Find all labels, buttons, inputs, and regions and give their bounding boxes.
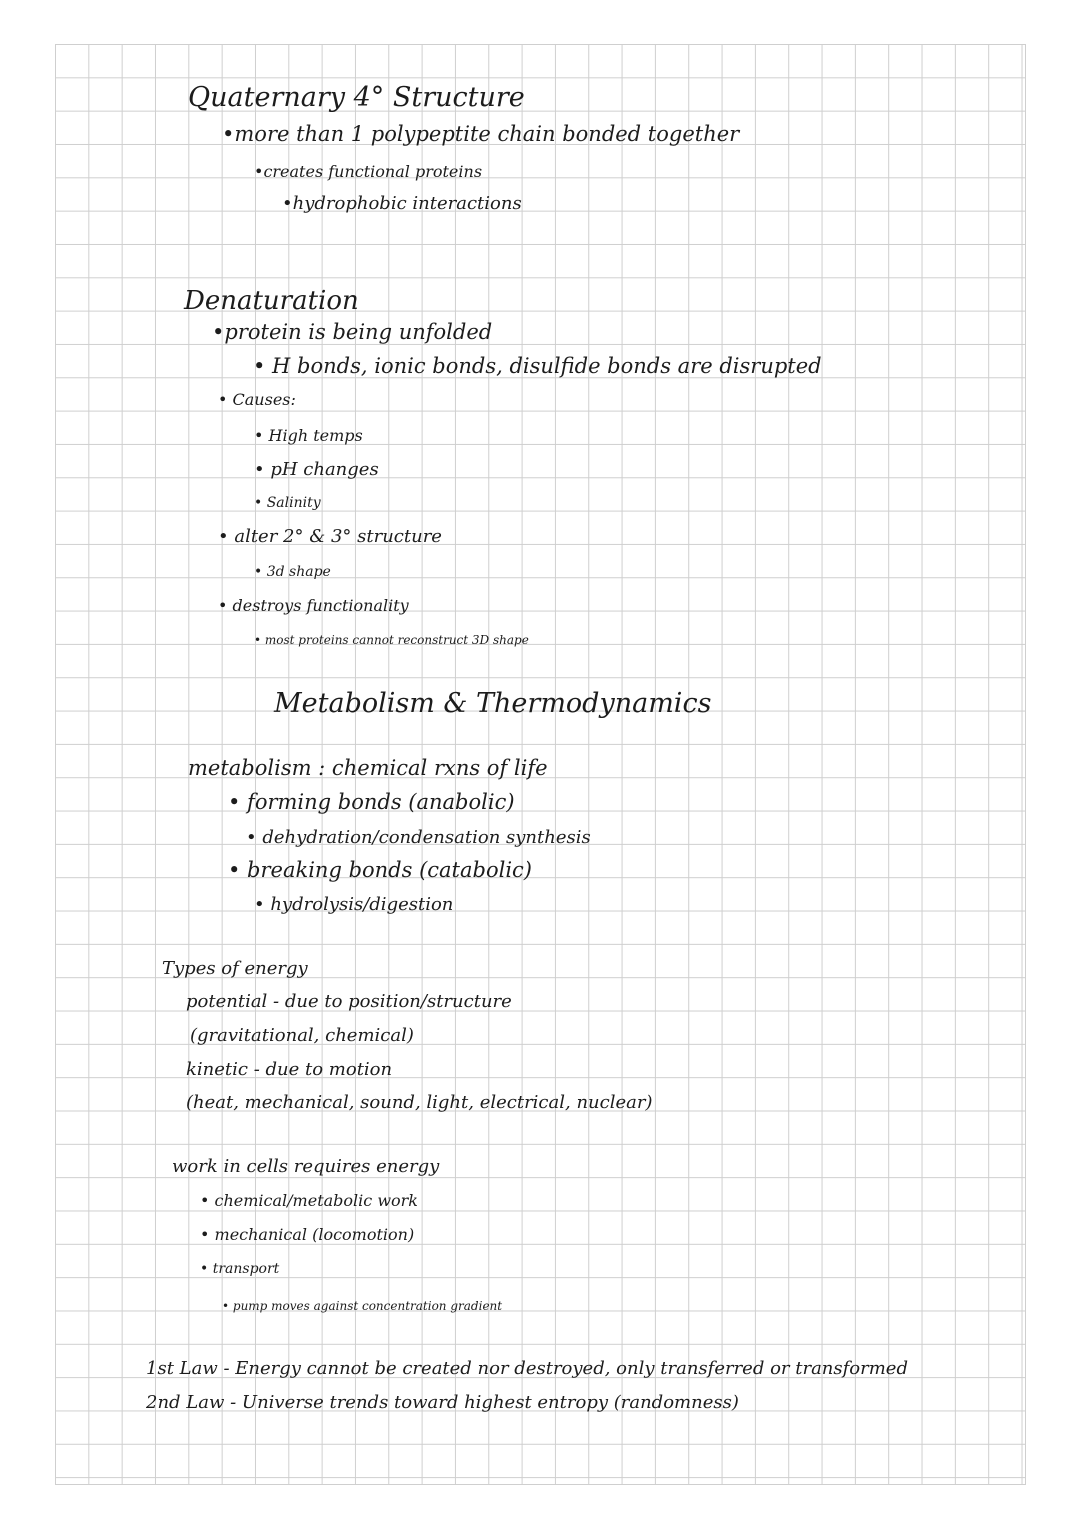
denaturation-bullet-2: • H bonds, ionic bonds, disulfide bonds are disrupted bbox=[253, 354, 822, 378]
denaturation-bullet-5: • pH changes bbox=[254, 459, 379, 480]
denaturation-bullet-6: • Salinity bbox=[254, 495, 321, 511]
energy-line-1: potential - due to position/structure bbox=[186, 991, 512, 1012]
quaternary-heading: Quaternary 4° Structure bbox=[188, 82, 525, 113]
denaturation-bullet-7: • alter 2° & 3° structure bbox=[218, 526, 442, 547]
work-bullet-2: • mechanical (locomotion) bbox=[200, 1225, 415, 1244]
work-bullet-4: • pump moves against concentration gradient bbox=[222, 1299, 503, 1313]
work-bullet-3: • transport bbox=[200, 1261, 280, 1277]
denaturation-bullet-8: • 3d shape bbox=[254, 564, 331, 580]
metabolism-bullet-1: • forming bonds (anabolic) bbox=[228, 790, 515, 814]
metabolism-definition: metabolism : chemical rxns of life bbox=[188, 756, 548, 780]
metabolism-bullet-2: • dehydration/condensation synthesis bbox=[246, 827, 591, 848]
quaternary-bullet-1: •more than 1 polypeptite chain bonded together bbox=[222, 122, 740, 146]
energy-heading: Types of energy bbox=[162, 958, 308, 979]
quaternary-bullet-2: •creates functional proteins bbox=[254, 162, 483, 181]
metabolism-bullet-4: • hydrolysis/digestion bbox=[254, 894, 454, 915]
first-law: 1st Law - Energy cannot be created nor destroyed, only transferred or transformed bbox=[146, 1358, 908, 1379]
denaturation-heading: Denaturation bbox=[184, 286, 359, 316]
metabolism-bullet-3: • breaking bonds (catabolic) bbox=[228, 858, 532, 882]
energy-line-3: kinetic - due to motion bbox=[186, 1059, 393, 1080]
energy-line-2: (gravitational, chemical) bbox=[190, 1025, 414, 1046]
second-law: 2nd Law - Universe trends toward highest entropy (randomness) bbox=[146, 1392, 739, 1413]
denaturation-bullet-10: • most proteins cannot reconstruct 3D shape bbox=[254, 633, 529, 647]
denaturation-bullet-4: • High temps bbox=[254, 426, 363, 445]
denaturation-bullet-3: • Causes: bbox=[218, 390, 296, 409]
work-heading: work in cells requires energy bbox=[172, 1156, 440, 1177]
denaturation-bullet-9: • destroys functionality bbox=[218, 596, 409, 615]
metabolism-thermodynamics-title: Metabolism & Thermodynamics bbox=[274, 688, 712, 719]
quaternary-bullet-3: •hydrophobic interactions bbox=[282, 193, 522, 214]
denaturation-bullet-1: •protein is being unfolded bbox=[212, 320, 493, 344]
work-bullet-1: • chemical/metabolic work bbox=[200, 1191, 418, 1210]
energy-line-4: (heat, mechanical, sound, light, electrical, nuclear) bbox=[186, 1092, 653, 1113]
